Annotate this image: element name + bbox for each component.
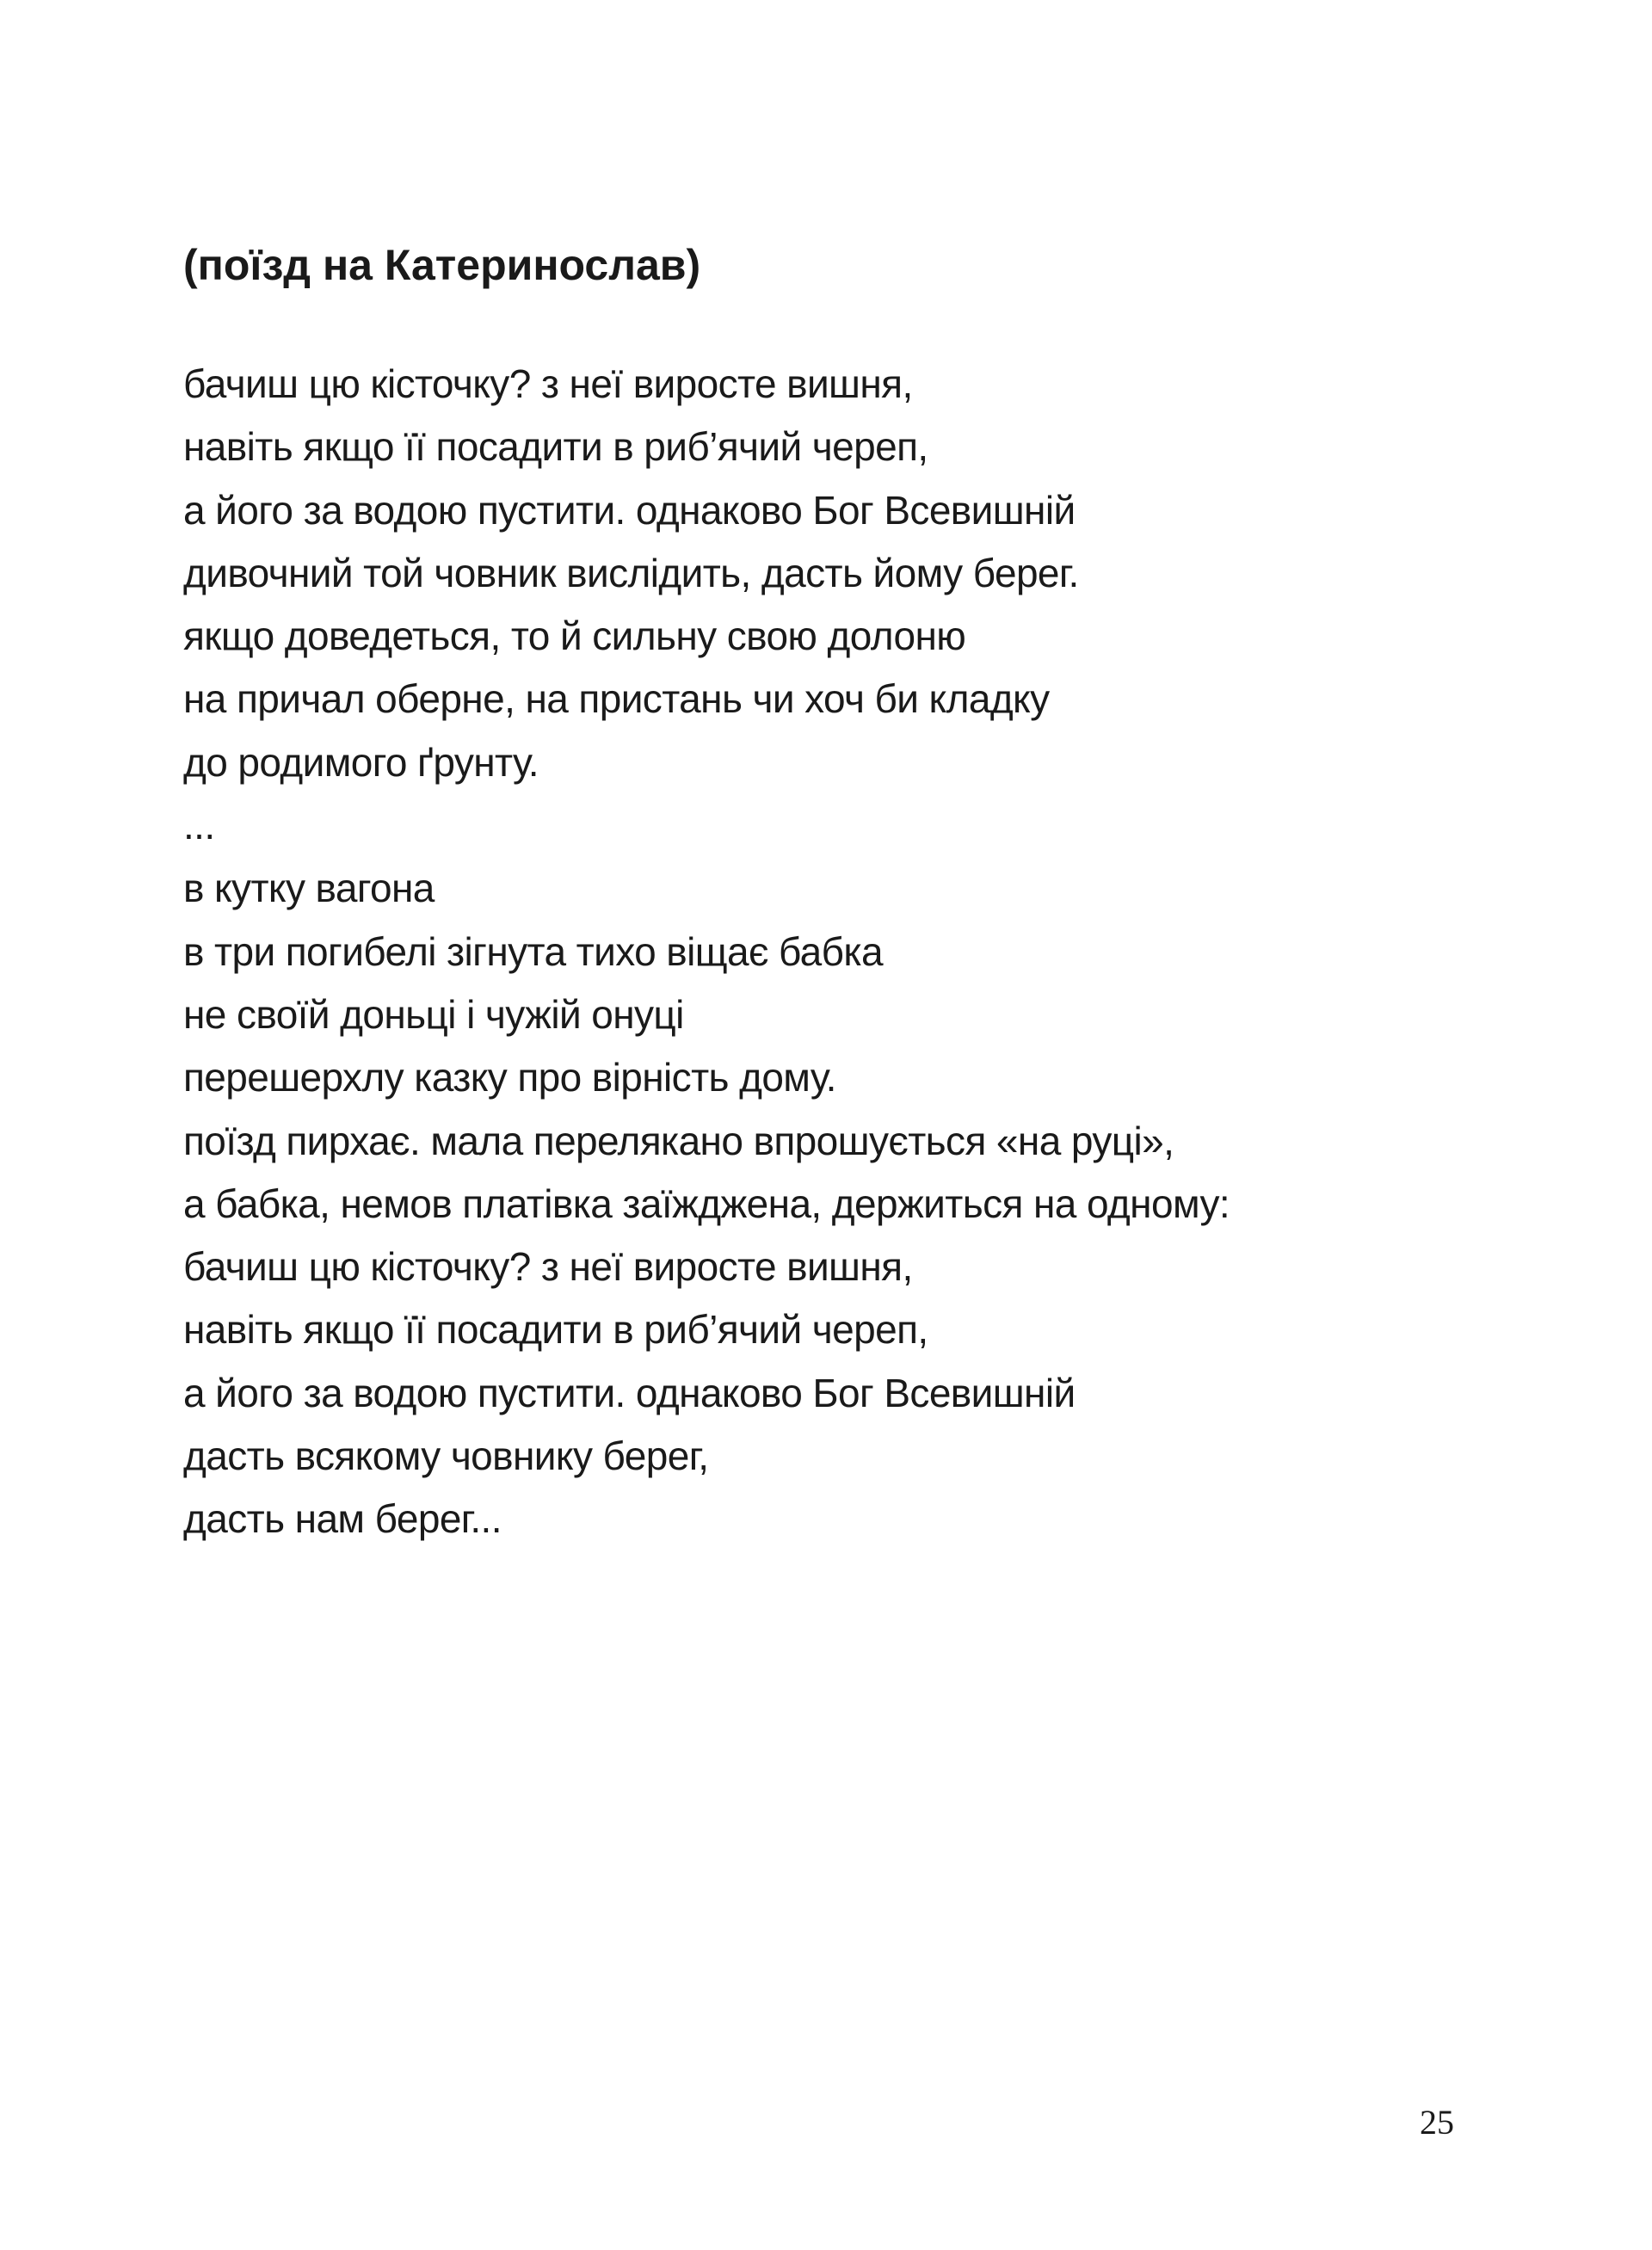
poem-line: до родимого ґрунту. bbox=[183, 739, 539, 785]
poem-line: в кутку вагона bbox=[183, 866, 435, 911]
poem-line: якщо доведеться, то й сильну свою долоню bbox=[183, 613, 966, 659]
poem-line: поїзд пирхає. мала перелякано впрошується «на руці», bbox=[183, 1118, 1174, 1163]
poem-line: дивочний той човник вислідить, дасть йому берег. bbox=[183, 550, 1079, 595]
poem-line: бачиш цю кісточку? з неї виросте вишня, bbox=[183, 361, 913, 406]
poem-body bbox=[183, 353, 1230, 1551]
poem-line: перешерхлу казку про вірність дому. bbox=[183, 1055, 836, 1100]
poem-line: ... bbox=[183, 803, 215, 848]
poem-line: а його за водою пустити. однаково Бог Всевишній bbox=[183, 1370, 1076, 1415]
page-number: 25 bbox=[1420, 2103, 1454, 2142]
poem-line: дасть всякому човнику берег, bbox=[183, 1433, 709, 1479]
poem-line: а його за водою пустити. однаково Бог Всевишній bbox=[183, 487, 1076, 533]
poem-line: а бабка, немов платівка заїжджена, держиться на одному: bbox=[183, 1180, 1230, 1226]
poem-line: навіть якщо її посадити в риб’ячий череп, bbox=[183, 424, 928, 470]
poem-line: в три погибелі зігнута тихо віщає бабка bbox=[183, 928, 883, 974]
poem-title: (поїзд на Катеринослав) bbox=[183, 241, 701, 289]
poem-line: навіть якщо її посадити в риб’ячий череп, bbox=[183, 1307, 928, 1353]
poem-line: не своїй доньці і чужій онуці bbox=[183, 991, 684, 1037]
poem-line: дасть нам берег... bbox=[183, 1496, 502, 1542]
poem-line: на причал оберне, на пристань чи хоч би кладку bbox=[183, 676, 1050, 722]
poem-line: бачиш цю кісточку? з неї виросте вишня, bbox=[183, 1244, 913, 1290]
